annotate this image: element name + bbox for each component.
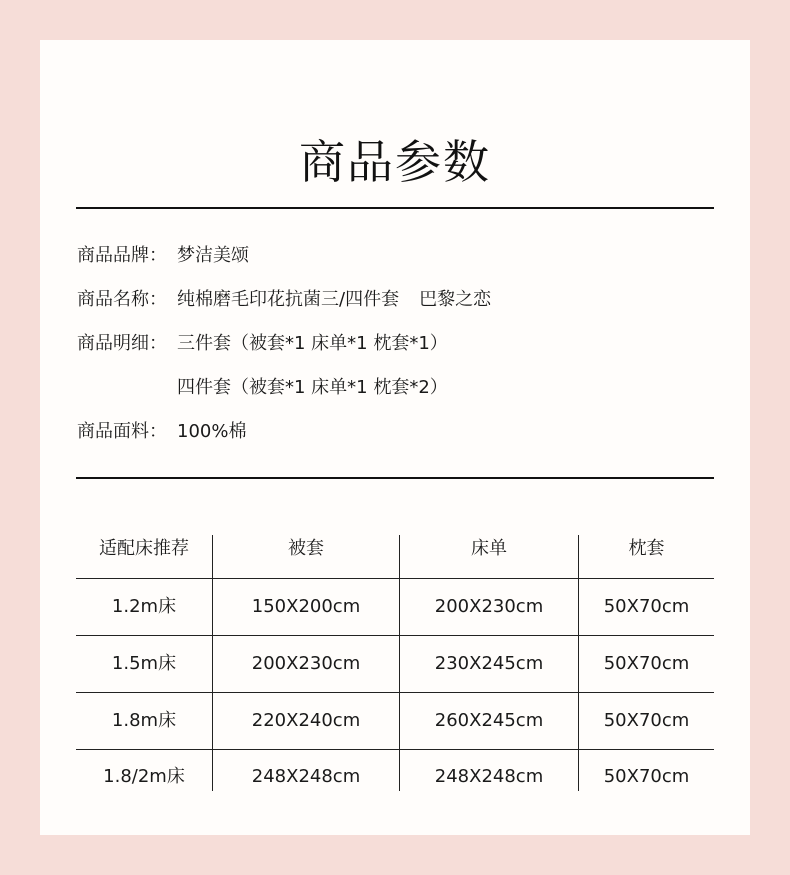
info-value-name-series: 巴黎之恋 [419,289,492,310]
table-cell: 150X200cm [251,596,361,617]
info-row-detail [77,330,448,358]
product-spec-card [40,40,750,835]
table-cell: 200X230cm [434,596,544,617]
table-cell: 50X70cm [603,710,690,731]
info-label-name: 商品名称： [77,289,167,310]
table-cell: 230X245cm [434,653,544,674]
table-header-bed: 适配床推荐 [99,538,189,559]
table-rule [76,635,714,636]
table-cell: 1.8m床 [111,710,177,731]
table-rule [76,692,714,693]
info-value-detail-line-1: 三件套（被套*1 床单*1 枕套*1） [177,333,448,354]
table-cell: 260X245cm [434,710,544,731]
table-cell: 248X248cm [251,766,361,787]
info-label-brand: 商品品牌： [77,245,167,266]
info-value-detail-line-2: 四件套（被套*1 床单*1 枕套*2） [177,377,448,398]
info-value-fabric: 100%棉 [177,421,247,442]
table-header-sheet: 床单 [471,538,507,559]
table-cell: 200X230cm [251,653,361,674]
size-table [76,535,714,791]
info-row-fabric [77,418,246,446]
table-header-duvet: 被套 [288,538,324,559]
table-cell: 220X240cm [251,710,361,731]
table-cell: 1.2m床 [111,596,177,617]
info-label-detail: 商品明细： [77,333,167,354]
divider-middle [76,477,714,479]
table-cell: 50X70cm [603,596,690,617]
table-rule [76,578,714,579]
table-cell: 50X70cm [603,766,690,787]
info-row-name [77,286,491,314]
table-cell: 248X248cm [434,766,544,787]
info-row-brand [77,242,249,270]
page-title: 商品参数 [299,135,491,189]
info-row-detail-2 [77,374,448,402]
table-cell: 1.5m床 [111,653,177,674]
info-value-name: 纯棉磨毛印花抗菌三/四件套 [177,289,400,310]
table-cell: 50X70cm [603,653,690,674]
table-rule [76,749,714,750]
divider-top [76,207,714,209]
info-value-brand: 梦洁美颂 [177,245,249,266]
table-header-pillowcase: 枕套 [628,538,665,559]
info-label-fabric: 商品面料： [77,421,167,442]
table-cell: 1.8/2m床 [103,766,185,787]
